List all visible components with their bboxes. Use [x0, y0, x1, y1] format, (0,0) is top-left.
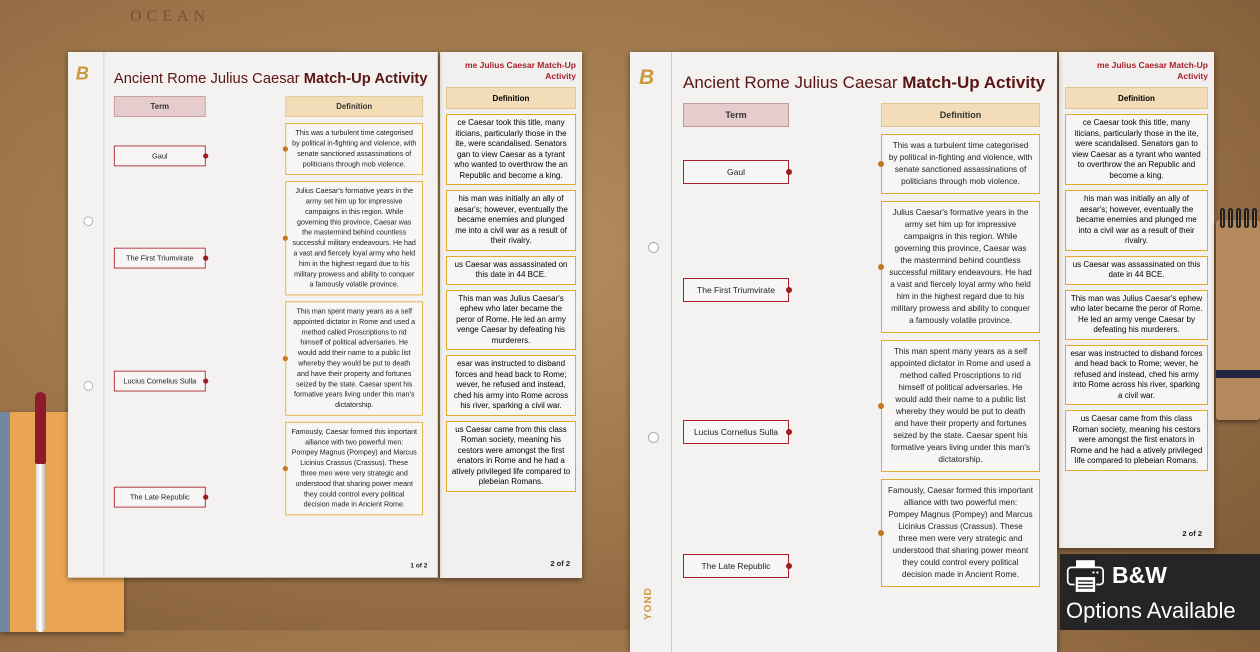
worksheet-page-2-right: [1059, 52, 1214, 548]
page2-definition-box: esar was instructed to disband forces and head back to Rome; wever, he refused and instead, ched his army into Rome across his river, sparking a civil war.: [446, 355, 576, 416]
term-connector-dot: [203, 256, 208, 261]
definition-header: Definition: [285, 96, 423, 117]
banner-subtitle: Options Available: [1066, 598, 1236, 623]
page2-definition-box: This man was Julius Caesar's ephew who later became the peror of Rome. He led an army venge Caesar by defeating his murderers.: [1065, 290, 1208, 340]
term-box: The Late Republic: [114, 487, 206, 508]
page2-definition-box: us Caesar came from this class Roman society, meaning his cestors were amongst the first enators in Rome and he had a atively privileged life compared to plebeian Romans.: [1065, 410, 1208, 471]
page2-title-partial: me Julius Caesar Match-Up Activity: [464, 60, 576, 81]
worksheet-title: [114, 70, 428, 87]
page2-definition-box: This man was Julius Caesar's ephew who later became the peror of Rome. He led an army venge Caesar by defeating his murderers.: [446, 290, 576, 351]
definition-box: [881, 134, 1040, 194]
definition-text: Famously, Caesar formed this important alliance with two powerful men: Pompey Magnus (Pompey) and Marcus Licinius Crassus (Crassus). These three men were very strategic and understood that sharing power meant they could control every political decision made in Ancient Rome.: [888, 486, 1033, 579]
margin-strip: [630, 52, 672, 652]
term-connector-dot: [786, 429, 792, 435]
page2-definition-box: esar was instructed to disband forces and head back to Rome; wever, he refused and instead, ched his army into Rome across his river, sparking a civil war.: [1065, 345, 1208, 406]
term-box: The First Triumvirate: [114, 248, 206, 269]
definition-text: This man spent many years as a self appointed dictator in Rome and used a method called Proscriptions to rid himself of political adversaries. He would add their name to a public list whereby they would be put to death and have their property and fortunes seized by the state. Caesar spent his formative years living under this man's dictatorship.: [890, 347, 1031, 464]
spiral-ring: [1244, 208, 1249, 228]
brand-logo: B: [75, 64, 89, 85]
page2-definition-box: his man was initially an ally of aesar's; however, eventually the became enemies and plunged me into a civil war as a result of their rivalry.: [1065, 190, 1208, 251]
definition-connector-dot: [283, 466, 288, 471]
bw-options-banner: [1060, 554, 1260, 630]
worksheet-page-1-right: [630, 52, 1057, 652]
definition-text: Famously, Caesar formed this important alliance with two powerful men: Pompey Magnus (Pompey) and Marcus Licinius Crassus (Crassus). These three men were very strategic and understood that sharing power meant they could control every political decision made in Ancient Rome.: [291, 427, 417, 509]
page2-definition-box: ce Caesar took this title, many iticians, particularly those in the ite, were scandalised. Senators gan to view Caesar as a tyrant who wanted to overthrow the an Republic and become a king.: [446, 114, 576, 185]
term-box: Gaul: [683, 160, 789, 184]
term-connector-dot: [203, 153, 208, 158]
page2-definition-header: Definition: [1065, 87, 1208, 109]
page2-definition-header: Definition: [446, 87, 576, 109]
punch-hole: [84, 381, 94, 391]
worksheet-title: [683, 73, 1045, 93]
page2-definition-box: us Caesar came from this class Roman society, meaning his cestors were amongst the first enators in Rome and he had a atively privileged life compared to plebeian Romans.: [446, 421, 576, 492]
term-connector-dot: [203, 378, 208, 383]
definition-connector-dot: [283, 356, 288, 361]
brand-logo: B: [639, 66, 655, 89]
term-header: Term: [683, 103, 789, 127]
page2-title-partial: me Julius Caesar Match-Up Activity: [1096, 60, 1208, 81]
term-box: Lucius Cornelius Sulla: [114, 371, 206, 392]
definition-box: [285, 301, 423, 415]
definition-connector-dot: [878, 530, 884, 536]
definition-text: Julius Caesar's formative years in the army set him up for impressive campaigns in this region. While governing this province, Caesar was the mastermind behind countless successful military endeavours. He had a vast and fiercely loyal army who held him in the highest regard due to his military prowess and ability to conquer a famously volatile province.: [292, 187, 416, 289]
definition-header: Definition: [881, 103, 1040, 127]
printer-icon: [1066, 558, 1106, 595]
definition-connector-dot: [878, 264, 884, 270]
page2-definition-box: us Caesar was assassinated on this date in 44 BCE.: [1065, 256, 1208, 285]
term-box: Gaul: [114, 146, 206, 167]
spiral-notebook: [1216, 220, 1260, 420]
definition-connector-dot: [878, 161, 884, 167]
punch-hole: [84, 217, 94, 227]
definition-text: This was a turbulent time categorised by political in-fighting and violence, with senate sanctioned assassinations of politicians through mob violence.: [292, 129, 417, 169]
spiral-ring: [1236, 208, 1241, 228]
pen-cap: [35, 392, 46, 464]
term-header: Term: [114, 96, 206, 117]
term-box: Lucius Cornelius Sulla: [683, 420, 789, 444]
spiral-ring: [1252, 208, 1257, 228]
definition-box: [285, 422, 423, 516]
definition-text: This man spent many years as a self appointed dictator in Rome and used a method called Proscriptions to rid himself of political adversaries. He would add their name to a public list whereby they would be put to death and have their property and fortunes seized by the state. Caesar spent his formative years living under this man's dictatorship.: [293, 307, 416, 409]
worksheet-page-1-left: [68, 52, 438, 578]
term-connector-dot: [786, 169, 792, 175]
definition-connector-dot: [283, 236, 288, 241]
spiral-ring: [1228, 208, 1233, 228]
map-ocean-label: OCEAN: [130, 8, 211, 25]
term-box: The First Triumvirate: [683, 278, 789, 302]
title-regular: Ancient Rome Julius Caesar: [113, 70, 304, 87]
title-regular: Ancient Rome Julius Caesar: [683, 73, 903, 92]
definition-text: Julius Caesar's formative years in the army set him up for impressive campaigns in this region. While governing this province, Caesar was the mastermind behind countless successful military endeavours. He had a vast and fiercely loyal army who held him in the highest regard due to his military prowess and ability to conquer a famously volatile province.: [889, 208, 1032, 325]
title-bold: Match-Up Activity: [902, 73, 1046, 92]
page-number: 1 of 2: [410, 561, 428, 570]
punch-hole: [648, 242, 659, 253]
margin-strip: [68, 52, 104, 578]
definition-box: [881, 201, 1040, 333]
definition-connector-dot: [283, 146, 288, 151]
definition-column: [285, 123, 423, 515]
page2-number: 2 of 2: [550, 559, 570, 568]
brand-vertical-text: YOND: [643, 587, 654, 620]
spiral-ring: [1220, 208, 1225, 228]
term-connector-dot: [786, 563, 792, 569]
banner-title: B&W: [1112, 562, 1167, 588]
punch-hole: [648, 432, 659, 443]
definition-box: [285, 123, 423, 175]
term-connector-dot: [786, 287, 792, 293]
definition-box: [881, 479, 1040, 587]
title-bold: Match-Up Activity: [303, 70, 428, 87]
term-connector-dot: [203, 495, 208, 500]
page2-definition-box: us Caesar was assassinated on this date in 44 BCE.: [446, 256, 576, 285]
page2-definition-box: ce Caesar took this title, many iticians, particularly those in the ite, were scandalised. Senators gan to view Caesar as a tyrant who wanted to overthrow the an Republic and become a king.: [1065, 114, 1208, 185]
term-box: The Late Republic: [683, 554, 789, 578]
page2-definition-box: his man was initially an ally of aesar's; however, eventually the became enemies and plunged me into a civil war as a result of their rivalry.: [446, 190, 576, 251]
definition-box: [285, 181, 423, 295]
page2-number: 2 of 2: [1182, 529, 1202, 538]
definition-text: This was a turbulent time categorised by political in-fighting and violence, with senate sanctioned assassinations of politicians through mob violence.: [888, 141, 1033, 186]
definition-column: [881, 134, 1040, 587]
worksheet-page-2-left: [440, 52, 582, 578]
definition-box: [881, 340, 1040, 472]
definition-connector-dot: [878, 403, 884, 409]
